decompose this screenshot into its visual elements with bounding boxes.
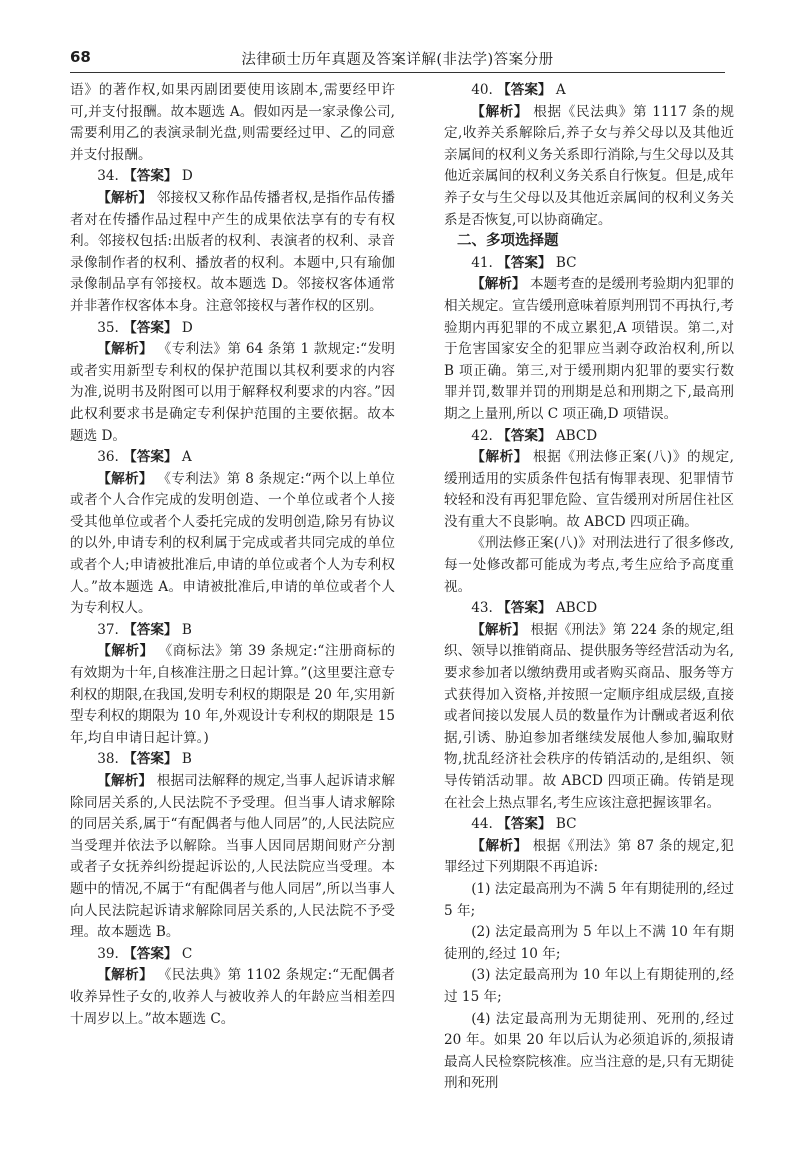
- question-number: 43.: [471, 600, 493, 617]
- analysis-text: 根据《民法典》第 1117 条的规定,收养关系解除后,养子女与养父母以及其他近亲属间的权利义务关系即行消除,与生父母以及其他近亲属间的权利义务关系自行恢复。但是,成年养子女与生父母以及其他近亲属间的权利义务关系是否恢复,可以协商确定。: [444, 103, 734, 228]
- analysis-text: 邻接权又称作品传播者权,是指作品传播者对在传播作品过程中产生的成果依法享有的专有权利。邻接权包括:出版者的权利、表演者的权利、录音录像制作者的权利、播放者的权利。本题中,只有瑜伽录像制品享有邻接权。故本题选 D。邻接权客体通常并非著作权客体本身。注意邻接权与著作权的区别。: [70, 189, 395, 314]
- page-number: 68: [70, 48, 91, 66]
- question-number: 36.: [97, 449, 119, 466]
- question-number: 38.: [97, 751, 119, 768]
- limitation-item: (2) 法定最高刑为 5 年以上不满 10 年有期徒刑的,经过 10 年;: [444, 924, 734, 962]
- answer-40: [444, 80, 734, 102]
- question-number: 37.: [97, 621, 119, 638]
- answer-tag: 【答案】: [497, 427, 552, 444]
- analysis-text: 《民法典》第 1102 条规定:“无配偶者收养异性子女的,收养人与被收养人的年龄应当相差四十周岁以上。”故本题选 C。: [70, 967, 396, 1027]
- analysis-tag: 【解析】: [97, 189, 153, 206]
- question-number: 39.: [97, 945, 119, 962]
- right-column: [444, 80, 734, 1095]
- analysis-tag: 【解析】: [471, 276, 526, 293]
- answer-tag: 【答案】: [497, 82, 552, 98]
- analysis-tag: 【解析】: [97, 773, 153, 789]
- answer-value: D: [181, 168, 193, 185]
- answer-42: [444, 426, 734, 448]
- limitation-item: (1) 法定最高刑为不满 5 年有期徒刑的,经过 5 年;: [444, 880, 734, 919]
- analysis-text: 《商标法》第 39 条规定:“注册商标的有效期为十年,自核准注册之日起计算。”(这里要注意专利权的期限,在我国,发明专利权的期限是 20 年,实用新型专利权的期限为 10 年,外观设计专利权的期限是 15 年,均自申请日起计算。): [70, 643, 396, 746]
- answer-value: A: [181, 449, 192, 466]
- analysis-38: [70, 771, 395, 944]
- analysis-tag: 【解析】: [97, 470, 153, 487]
- answer-38: [70, 749, 395, 771]
- question-number: 41.: [471, 254, 493, 271]
- analysis-37: [70, 641, 395, 749]
- answer-value: ABCD: [555, 600, 598, 617]
- running-title: 法律硕士历年真题及答案详解(非法学)答案分册: [241, 52, 554, 68]
- answer-41: [444, 253, 734, 275]
- question-number: 34.: [97, 168, 119, 185]
- answer-value: C: [181, 945, 193, 962]
- question-number: 44.: [471, 816, 493, 833]
- answer-value: BC: [555, 254, 577, 271]
- analysis-tag: 【解析】: [471, 449, 529, 466]
- analysis-42-note: 《刑法修正案(八)》对刑法进行了很多修改,每一处修改都可能成为考点,考生应给予高度重视。: [444, 535, 734, 595]
- answer-44: [444, 814, 734, 836]
- answer-value: BC: [555, 816, 577, 833]
- analysis-tag: 【解析】: [471, 837, 528, 854]
- answer-value: A: [555, 82, 566, 98]
- answer-43: [444, 598, 734, 620]
- analysis-36: [70, 469, 395, 620]
- answer-value: B: [181, 621, 192, 638]
- question-number: 40.: [471, 82, 493, 98]
- answer-value: ABCD: [555, 427, 598, 444]
- analysis-39: [70, 965, 395, 1030]
- page-header: [70, 42, 725, 72]
- analysis-text: 根据《刑法》第 224 条的规定,组织、领导以推销商品、提供服务等经营活动为名,要求参加者以缴纳费用或者购买商品、服务等方式获得加入资格,并按照一定顺序组成层级,直接或者间接以发展人员的数量作为计酬或者返利依据,引诱、胁迫参加者继续发展他人参加,骗取财物,扰乱经济社会秩序的传销活动的,是组织、领导传销活动罪。故 ABCD 四项正确。传销是现在社会上热点罪名,考生应该注意把握该罪名。: [444, 621, 734, 811]
- analysis-34: [70, 188, 395, 318]
- answer-tag: 【答案】: [123, 168, 178, 185]
- limitation-item: (3) 法定最高刑为 10 年以上有期徒刑的,经过 15 年;: [444, 967, 734, 1005]
- answer-tag: 【答案】: [497, 254, 552, 271]
- answer-value: B: [181, 751, 192, 768]
- analysis-tag: 【解析】: [471, 103, 529, 120]
- answer-37: [70, 620, 395, 642]
- analysis-tag: 【解析】: [97, 341, 153, 358]
- answer-39: [70, 944, 395, 966]
- analysis-text: 《专利法》第 64 条第 1 款规定:“发明或者实用新型专利权的保护范围以其权利要求的内容为准,说明书及附图可以用于解释权利要求的内容。”因此权利要求书是确定专利保护范围的主要依据。故本题选 D。: [70, 341, 395, 444]
- answer-34: [70, 166, 395, 188]
- answer-tag: 【答案】: [497, 816, 552, 833]
- analysis-tag: 【解析】: [97, 967, 154, 984]
- header-rule: [70, 72, 725, 73]
- analysis-40: [444, 102, 734, 232]
- analysis-41: [444, 274, 734, 425]
- answer-value: D: [181, 319, 193, 336]
- left-column: [70, 80, 395, 1030]
- analysis-tag: 【解析】: [97, 643, 154, 660]
- question-number: 42.: [471, 427, 493, 444]
- answer-tag: 【答案】: [123, 621, 178, 638]
- continued-paragraph: 语》的著作权,如果丙剧团要使用该剧本,需要经甲许可,并支付报酬。故本题选 A。假如丙是一家录像公司,需要利用乙的表演录制光盘,则需要经过甲、乙的同意并支付报酬。: [70, 82, 395, 163]
- question-number: 35.: [97, 319, 119, 336]
- answer-tag: 【答案】: [123, 751, 178, 768]
- analysis-text: 根据司法解释的规定,当事人起诉请求解除同居关系的,人民法院不予受理。但当事人请求解除的同居关系,属于“有配偶者与他人同居”的,人民法院应当受理并依法予以解除。当事人因同居期间财产分割或者子女抚养纠纷提起诉讼的,人民法院应当受理。本题中的情况,不属于“有配偶者与他人同居”,所以当事人向人民法院起诉请求解除同居关系的,人民法院不予受理。故本题选 B。: [70, 773, 395, 941]
- section-heading: 二、多项选择题: [457, 233, 559, 250]
- answer-tag: 【答案】: [123, 449, 178, 466]
- analysis-text: 《专利法》第 8 条规定:“两个以上单位或者个人合作完成的发明创造、一个单位或者个人接受其他单位或者个人委托完成的发明创造,除另有协议的以外,申请专利的权利属于完成或者共同完成的单位或者个人;申请被批准后,申请的单位或者个人为专利权人。”故本题选 A。申请被批准后,申请的单位或者个人为专利权人。: [70, 470, 396, 617]
- analysis-text: 本题考查的是缓刑考验期内犯罪的相关规定。宣告缓刑意味着原判刑罚不再执行,考验期内再犯罪的不成立累犯,A 项错误。第二,对于危害国家安全的犯罪应当剥夺政治权利,所以 B 项正确。第三,对于缓刑期内犯罪的要实行数罪并罚,数罪并罚的刑期是总和刑期之下,最高刑期之上量刑,所以 C 项正确,D 项错误。: [444, 276, 735, 422]
- analysis-text: 根据《刑法修正案(八)》的规定,缓刑适用的实质条件包括有悔罪表现、犯罪情节较轻和没有再犯罪危险、宣告缓刑对所居住社区没有重大不良影响。故 ABCD 四项正确。: [444, 449, 735, 530]
- answer-36: [70, 447, 395, 469]
- analysis-text: 根据《刑法》第 87 条的规定,犯罪经过下列期限不再追诉:: [444, 837, 735, 876]
- answer-tag: 【答案】: [497, 600, 552, 617]
- analysis-tag: 【解析】: [471, 621, 526, 638]
- analysis-35: [70, 339, 395, 447]
- answer-tag: 【答案】: [123, 319, 178, 336]
- limitation-item: (4) 法定最高刑为无期徒刑、死刑的,经过 20 年。如果 20 年以后认为必须追诉的,须报请最高人民检察院核准。应当注意的是,只有无期徒刑和死刑: [444, 1010, 734, 1092]
- analysis-42: [444, 447, 734, 533]
- answer-tag: 【答案】: [123, 945, 178, 962]
- answer-35: [70, 318, 395, 340]
- analysis-43: [444, 620, 734, 814]
- analysis-44: [444, 836, 734, 879]
